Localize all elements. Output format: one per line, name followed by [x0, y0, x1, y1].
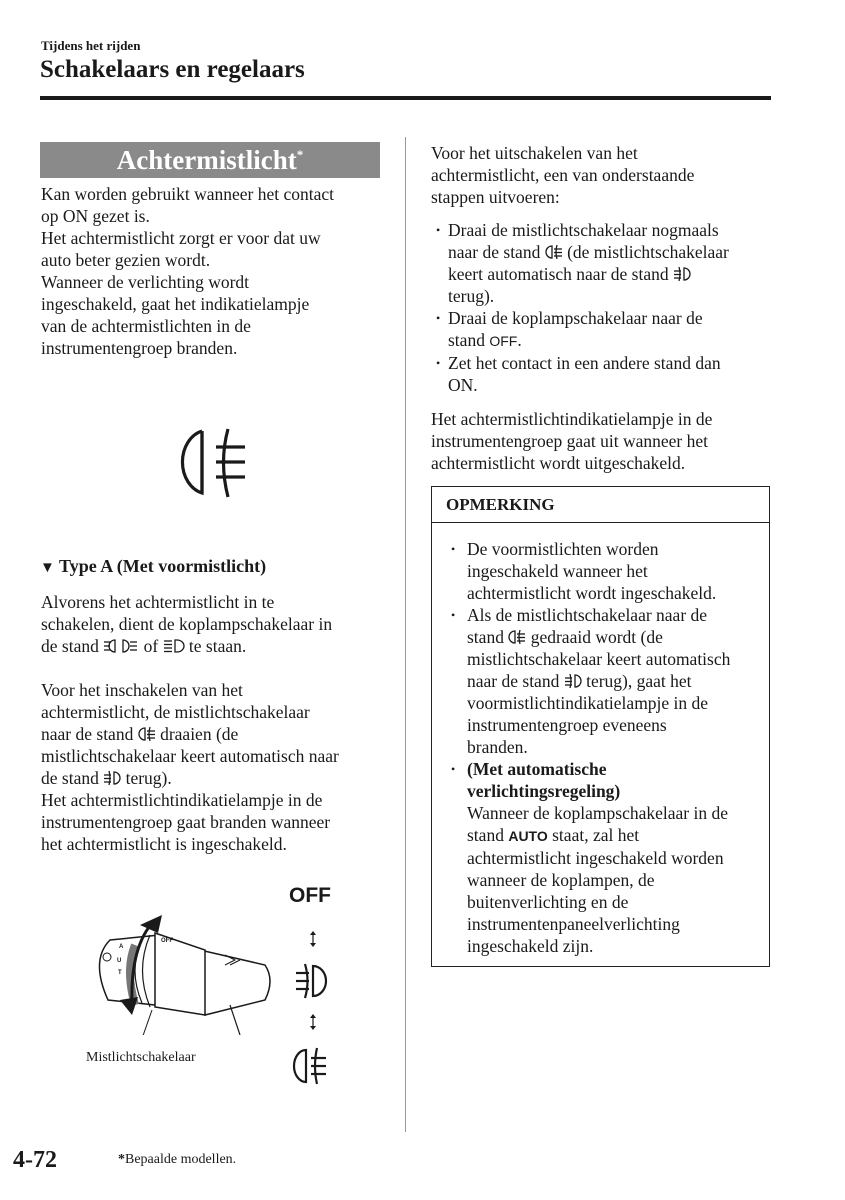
title-rule — [40, 96, 771, 100]
front-fog-light-icon — [673, 266, 691, 282]
rear-fog-light-icon — [138, 726, 156, 742]
type-heading-text: Type A (Met voormistlicht) — [59, 556, 267, 576]
right-intro — [431, 142, 776, 208]
left-intro — [41, 183, 391, 359]
off-label: OFF — [289, 884, 331, 907]
rear-fog-light-icon — [172, 425, 252, 500]
triangle-down-icon: ▼ — [40, 560, 55, 576]
right-after — [431, 408, 776, 474]
text-line: instrumentengroep gaat uit wanneer het — [431, 431, 708, 451]
text-line: naar de stand draaien (de — [41, 724, 239, 744]
knob-auto-b: U — [117, 958, 122, 964]
note-box — [431, 486, 770, 967]
section-title: Achtermistlicht — [116, 145, 297, 175]
note-list — [447, 538, 767, 957]
text-line: de stand terug). — [41, 768, 172, 788]
list-item: • Draai de mistlichtschakelaar nogmaals naar de stand (de mistlichtschakelaar keert automatisch naar de stand terug). — [431, 219, 776, 307]
headlight-icon — [163, 638, 185, 654]
note-title: OPMERKING — [446, 495, 555, 514]
text-line: Het achtermistlichtindikatielampje in de — [431, 409, 713, 429]
off-steps-list — [431, 219, 776, 396]
text-line: mistlichtschakelaar keert automatisch naar — [41, 746, 339, 766]
breadcrumb: Tijdens het rijden — [41, 38, 141, 53]
front-fog-light-icon — [103, 770, 121, 786]
text-line: achtermistlicht wordt uitgeschakeld. — [431, 453, 686, 473]
intro-line: ingeschakeld, gaat het indikatielampje — [41, 294, 310, 314]
page-number: 4-72 — [13, 1147, 57, 1173]
knob-auto-c: T — [118, 970, 122, 976]
footnote: *Bepaalde modellen. — [118, 1152, 237, 1167]
parking-light-icon — [103, 638, 139, 654]
switch-label: Mistlichtschakelaar — [86, 1050, 196, 1065]
section-asterisk: * — [296, 147, 304, 162]
text-line: Voor het uitschakelen van het — [431, 143, 638, 163]
intro-line: auto beter gezien wordt. — [41, 250, 211, 270]
left-para-1 — [41, 591, 396, 657]
text-line: schakelen, dient de koplampschakelaar in — [41, 614, 333, 634]
front-fog-light-icon — [564, 673, 582, 689]
text-line: achtermistlicht, een van onderstaande — [431, 165, 695, 185]
intro-line: instrumentengroep branden. — [41, 338, 238, 358]
type-heading — [40, 556, 266, 577]
left-para-2 — [41, 679, 396, 855]
note-header — [432, 487, 769, 523]
text-line: Voor het inschakelen van het — [41, 680, 243, 700]
list-item: • Zet het contact in een andere stand dan ON. — [431, 352, 776, 396]
arrow-up-down-icon — [308, 930, 318, 948]
intro-line: op ON gezet is. — [41, 206, 150, 226]
text-line: achtermistlicht, de mistlichtschakelaar — [41, 702, 310, 722]
knob-auto-a: A — [119, 944, 124, 950]
list-item: • De voormistlichten worden ingeschakeld wanneer het achtermistlicht wordt ingeschakeld. — [447, 538, 767, 604]
text-line: het achtermistlicht is ingeschakeld. — [41, 834, 287, 854]
intro-line: Wanneer de verlichting wordt — [41, 272, 250, 292]
front-fog-light-icon — [294, 962, 328, 1000]
rear-fog-light-icon — [292, 1046, 328, 1086]
page-title: Schakelaars en regelaars — [40, 56, 305, 83]
list-item: • Als de mistlichtschakelaar naar de stand gedraaid wordt (de mistlichtschakelaar keert automatisch naar de stand terug), gaat het voormistlichtindikatielampje in de instrumentengroep eveneens branden. — [447, 604, 767, 758]
knob-off-label: OFF — [161, 938, 173, 944]
text-line: stappen uitvoeren: — [431, 187, 560, 207]
intro-line: Kan worden gebruikt wanneer het contact — [41, 184, 335, 204]
text-line: Het achtermistlichtindikatielampje in de — [41, 790, 323, 810]
text-line: instrumentengroep gaat branden wanneer — [41, 812, 331, 832]
intro-line: van de achtermistlichten in de — [41, 316, 251, 336]
text-line: Alvorens het achtermistlicht in te — [41, 592, 275, 612]
list-item: • (Met automatische verlichtingsregeling) Wanneer de koplampschakelaar in de stand AUTO staat, zal het achtermistlicht ingeschakeld worden wanneer de koplampen, de buitenverlichting en de instrumentenpaneelverlichting ingeschakeld zijn. — [447, 758, 767, 957]
column-divider — [405, 137, 406, 1132]
intro-line: Het achtermistlicht zorgt er voor dat uw — [41, 228, 321, 248]
text-line: de stand of te staan. — [41, 636, 247, 656]
rear-fog-light-icon — [545, 244, 563, 260]
list-item: • Draai de koplampschakelaar naar de stand OFF. — [431, 307, 776, 352]
arrow-up-down-icon — [308, 1013, 318, 1031]
section-banner — [40, 142, 380, 178]
fog-switch-illustration — [80, 905, 280, 1035]
rear-fog-light-icon — [508, 629, 526, 645]
